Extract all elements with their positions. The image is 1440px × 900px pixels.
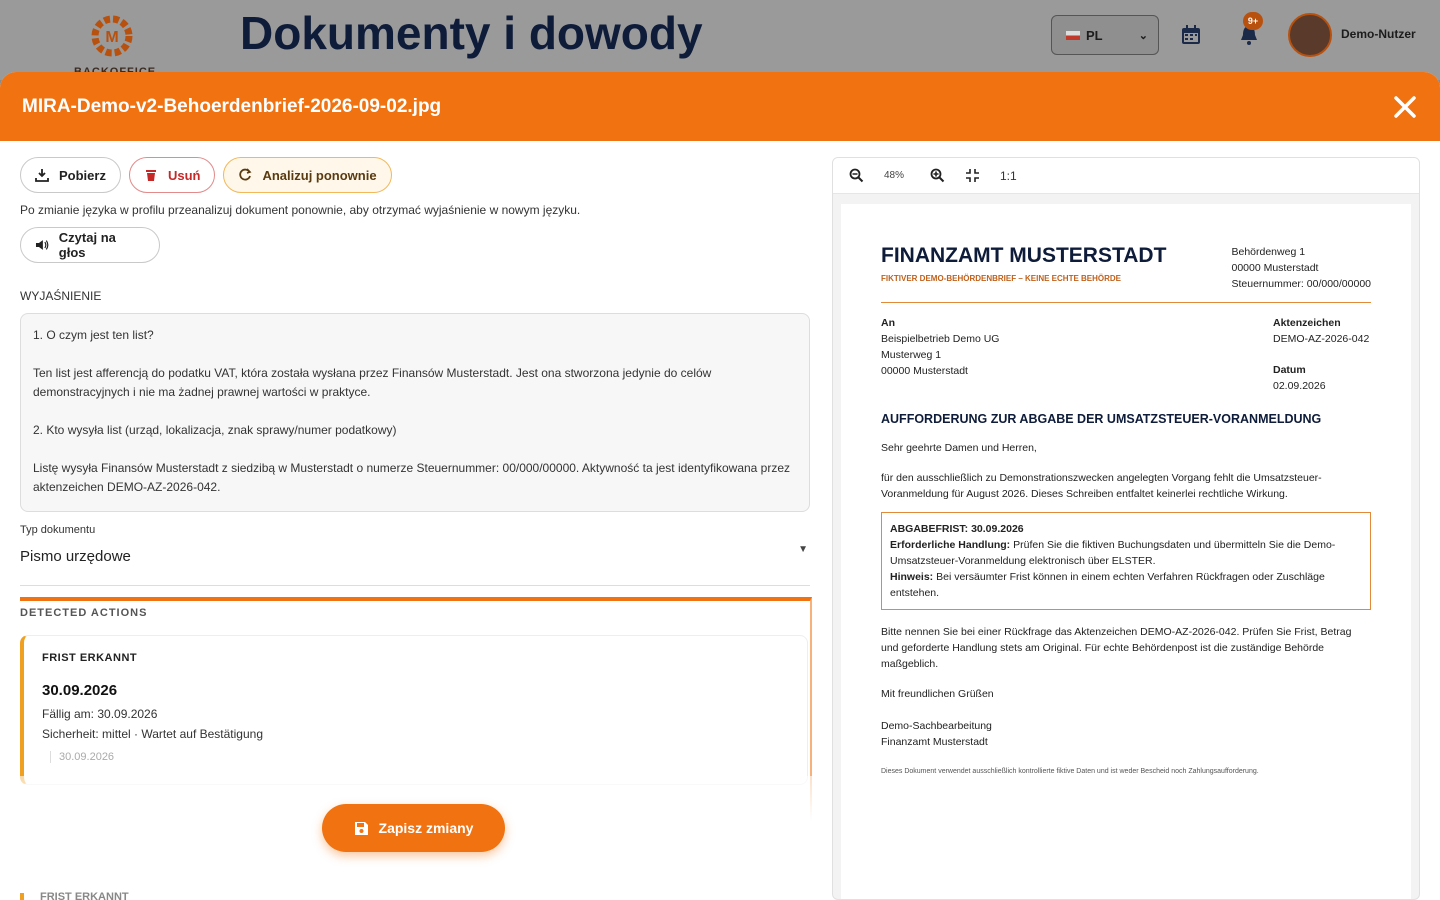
letter-meta	[881, 315, 1371, 394]
action-confidence: Sicherheit: mittel · Wartet auf Bestätigung	[42, 727, 263, 741]
explanation-label: WYJAŚNIENIE	[20, 289, 102, 303]
letter-footer: Dieses Dokument verwendet ausschließlich kontrollierte fiktive Daten und ist weder Bescheid noch Zahlungsaufforderung.	[881, 768, 1259, 775]
document-viewer	[832, 157, 1420, 900]
flag-pl-icon	[1066, 31, 1080, 40]
actual-size-button[interactable]: 1:1	[1000, 168, 1017, 183]
action-date: 30.09.2026	[42, 682, 118, 699]
explanation-paragraph: 2. Kto wysyła list (urząd, lokalizacja, znak sprawy/numer podatkowy)	[33, 423, 397, 437]
read-aloud-label: Czytaj na głos	[58, 230, 116, 260]
detected-actions-panel	[20, 597, 812, 900]
save-changes-button[interactable]	[322, 804, 505, 852]
letter-subject: AUFFORDERUNG ZUR ABGABE DER UMSATZSTEUER-VORANMELDUNG	[881, 412, 1322, 426]
action-kind: FRIST ERKANNT	[42, 652, 138, 664]
explanation-paragraph: Ten list jest afferencją do podatku VAT, która została wysłana przez Finansów Musterstadt. Jest ona stworzona jedynie do celów demonstracyjnych i nie ma żadnej prawnej wartości w praktyce.	[33, 366, 712, 399]
save-label: Zapisz zmiany	[378, 820, 474, 836]
notification-badge: 9+	[1243, 12, 1263, 30]
ref-value: DEMO-AZ-2026-042	[1273, 333, 1370, 345]
to-label: An	[881, 317, 895, 329]
refresh-icon	[238, 168, 252, 182]
fit-screen-icon[interactable]	[965, 168, 980, 183]
letter-page	[841, 204, 1411, 900]
read-aloud-button[interactable]	[20, 227, 160, 263]
detected-actions-title: DETECTED ACTIONS	[20, 607, 148, 619]
doc-type-select[interactable]	[20, 544, 810, 586]
date-label: Datum	[1273, 364, 1306, 376]
letter-deadline: ABGABEFRIST: 30.09.2026	[890, 523, 1024, 535]
letter-signature	[881, 718, 1371, 750]
close-icon[interactable]	[1392, 94, 1418, 120]
zoom-in-icon[interactable]	[930, 168, 945, 183]
reanalyze-label: Analizuj ponownie	[262, 167, 377, 183]
sender-street: Behördenweg 1	[1231, 246, 1306, 258]
viewer-toolbar	[833, 158, 1419, 194]
letter-org: FINANZAMT MUSTERSTADT	[881, 244, 1167, 267]
letter-deadline-box	[881, 512, 1371, 610]
sender-tax-no: Steuernummer: 00/000/00000	[1231, 278, 1371, 290]
gear-logo-icon	[88, 12, 136, 60]
modal-title: MIRA-Demo-v2-Behoerdenbrief-2026-09-02.jpg	[22, 95, 442, 117]
letter-action-label: Erforderliche Handlung:	[890, 539, 1011, 551]
page-title: Dokumenty i dowody	[240, 7, 703, 59]
action-toolbar	[20, 157, 810, 193]
next-action-kind: FRIST ERKANNT	[40, 891, 129, 900]
avatar[interactable]	[1288, 13, 1332, 57]
document-modal	[0, 72, 1440, 900]
to-name: Beispielbetrieb Demo UG	[881, 333, 1000, 345]
letter-action-text: Prüfen Sie die fiktiven Buchungsdaten und übermitteln Sie die Demo-Umsatzsteuer-Voranmeldung elektronisch über ELSTER.	[890, 539, 1336, 567]
app-header	[0, 0, 1440, 80]
download-label: Pobierz	[59, 167, 106, 183]
letter-sender-address	[1231, 244, 1371, 292]
explanation-paragraph: Listę wysyła Finansów Musterstadt z siedzibą w Musterstadt o numerze Steuernummer: 00/000/00000. Aktywność ta jest identyfikowana przez aktenzeichen DEMO-AZ-2026-042.	[33, 461, 791, 494]
download-icon	[35, 168, 49, 182]
download-button[interactable]	[20, 157, 121, 193]
language-select[interactable]	[1051, 15, 1159, 55]
doc-type-value: Pismo urzędowe	[20, 548, 131, 565]
language-value: PL	[1086, 27, 1103, 43]
letter-note-label: Hinweis:	[890, 571, 934, 583]
reanalyze-hint: Po zmianie języka w profilu przeanalizuj dokument ponownie, aby otrzymać wyjaśnienie w nowym języku.	[20, 203, 581, 217]
signature-line-2: Finanzamt Musterstadt	[881, 736, 988, 748]
svg-text:M: M	[105, 29, 119, 46]
trash-icon	[144, 168, 158, 182]
caret-down-icon: ▼	[798, 544, 808, 555]
floppy-icon	[354, 821, 369, 836]
ref-label: Aktenzeichen	[1273, 317, 1341, 329]
letter-body-1: für den ausschließlich zu Demonstrationszwecken angelegten Vorgang fehlt die Umsatzsteuer-Voranmeldung für August 2026. Dieses Schreiben entfaltet keinerlei rechtliche Wirkung.	[881, 472, 1322, 500]
delete-button[interactable]	[129, 157, 216, 193]
letter-closing: Mit freundlichen Grüßen	[881, 688, 994, 700]
reanalyze-button[interactable]	[223, 157, 391, 193]
to-city: 00000 Musterstadt	[881, 365, 968, 377]
doc-type-label: Typ dokumentu	[20, 524, 96, 536]
zoom-level: 48%	[884, 170, 905, 181]
explanation-box	[20, 313, 810, 512]
letter-header	[881, 244, 1371, 303]
sender-city: 00000 Musterstadt	[1231, 262, 1319, 274]
user-name[interactable]: Demo-Nutzer	[1341, 27, 1416, 41]
next-action-card-edge	[20, 893, 24, 900]
date-value: 02.09.2026	[1273, 380, 1326, 392]
letter-salutation: Sehr geehrte Damen und Herren,	[881, 442, 1037, 454]
letter-fictional-note: FIKTIVER DEMO-BEHÖRDENBRIEF – KEINE ECHTE BEHÖRDE	[881, 274, 1122, 283]
chevron-down-icon: ⌄	[1138, 29, 1148, 42]
to-street: Musterweg 1	[881, 349, 942, 361]
explanation-paragraph: 1. O czym jest ten list?	[33, 328, 154, 342]
calendar-icon[interactable]	[1180, 24, 1202, 46]
delete-label: Usuń	[167, 167, 201, 183]
letter-body-2: Bitte nennen Sie bei einer Rückfrage das Aktenzeichen DEMO-AZ-2026-042. Prüfen Sie Frist, Betrag und geforderte Handlung stets am Original. Für echte Behördenpost ist die zuständige Behörde maßgeblich.	[881, 626, 1352, 670]
speaker-icon	[35, 238, 49, 252]
action-card[interactable]	[20, 635, 808, 785]
action-due: Fällig am: 30.09.2026	[42, 707, 158, 721]
signature-line-1: Demo-Sachbearbeitung	[881, 720, 992, 732]
zoom-out-icon[interactable]	[849, 168, 864, 183]
action-date-input[interactable]: 30.09.2026	[50, 751, 789, 763]
modal-header	[0, 72, 1440, 141]
letter-note-text: Bei versäumter Frist können in einem echten Verfahren Rückfragen oder Zuschläge entstehen.	[890, 571, 1325, 599]
